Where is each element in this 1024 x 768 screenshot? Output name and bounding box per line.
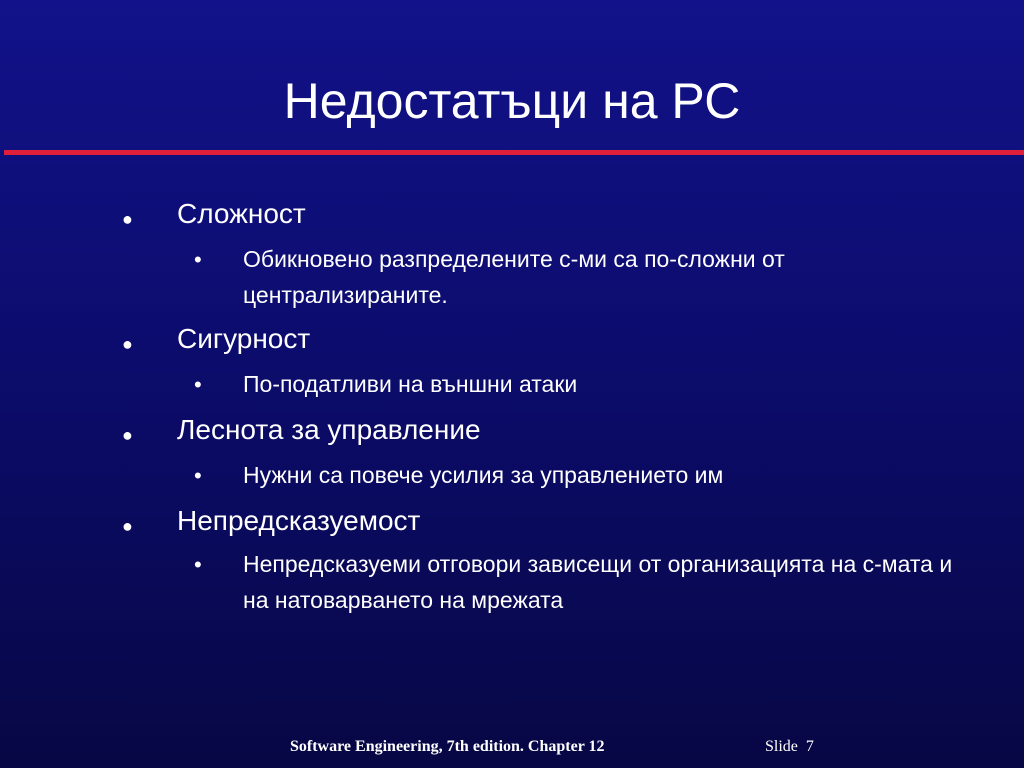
- bullet-heading: Сигурност: [177, 323, 311, 354]
- sub-bullet-icon: •: [194, 247, 202, 272]
- bullet-icon: ●: [122, 516, 133, 536]
- footer-source: Software Engineering, 7th edition. Chapter 12: [290, 738, 605, 755]
- bullet-subtext: Нужни са повече усилия за управлението им: [243, 462, 724, 488]
- bullet-heading: Сложност: [177, 198, 306, 229]
- bullet-subtext: Непредсказуеми отговори зависещи от организацията на с-мата и на натоварването на мрежата: [243, 551, 953, 613]
- footer-slide-number: [765, 737, 814, 757]
- sub-bullet-icon: •: [194, 372, 202, 397]
- sub-bullet-icon: •: [194, 463, 202, 488]
- bullet-heading: Леснота за управление: [177, 414, 481, 445]
- bullet-subtext: Обикновено разпределените с-ми са по-сложни от централизираните.: [243, 246, 785, 308]
- bullet-heading: Непредсказуемост: [177, 505, 421, 536]
- sub-bullet-icon: •: [194, 552, 202, 577]
- bullet-icon: ●: [122, 425, 133, 445]
- bullet-subtext: По-податливи на външни атаки: [243, 371, 578, 397]
- slide-label: Slide: [765, 738, 798, 755]
- bullet-icon: ●: [122, 209, 133, 229]
- slide-title: Недостатъци на РС: [283, 73, 741, 129]
- bullet-icon: ●: [122, 334, 133, 354]
- slide-number: 7: [805, 738, 814, 755]
